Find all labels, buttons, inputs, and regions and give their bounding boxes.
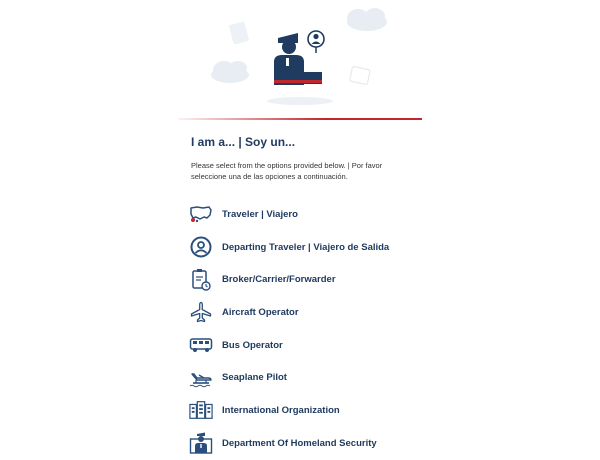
instructions-text: Please select from the options provided below. | Por favor seleccione una de las opciones a continuación. [191, 161, 383, 181]
role-options-list [189, 198, 429, 460]
option-bus-operator[interactable] [189, 329, 429, 362]
seaplane-icon [189, 366, 213, 390]
option-international-organization[interactable] [189, 394, 429, 427]
option-label: Traveler | Viajero [222, 208, 298, 220]
option-label: International Organization [222, 404, 340, 416]
us-map-icon [189, 202, 213, 226]
clipboard-clock-icon [189, 268, 213, 292]
bus-icon [189, 333, 213, 357]
option-seaplane-pilot[interactable] [189, 361, 429, 394]
option-label: Department Of Homeland Security [222, 437, 377, 449]
option-label: Bus Operator [222, 339, 283, 351]
option-label: Departing Traveler | Viajero de Salida [222, 241, 390, 253]
officer-illustration-icon [0, 0, 600, 118]
option-aircraft-operator[interactable] [189, 296, 429, 329]
airplane-icon [189, 300, 213, 324]
page-title: I am a... | Soy un... [191, 135, 296, 149]
hero-illustration [0, 0, 600, 118]
option-broker-carrier-forwarder[interactable] [189, 263, 429, 296]
option-label: Aircraft Operator [222, 306, 299, 318]
option-departing-traveler[interactable] [189, 231, 429, 264]
user-circle-icon [189, 235, 213, 259]
header-divider [178, 118, 422, 120]
option-label: Broker/Carrier/Forwarder [222, 274, 336, 286]
option-label: Seaplane Pilot [222, 372, 287, 384]
officer-badge-icon [189, 431, 213, 455]
building-icon [189, 398, 213, 422]
option-traveler[interactable] [189, 198, 429, 231]
